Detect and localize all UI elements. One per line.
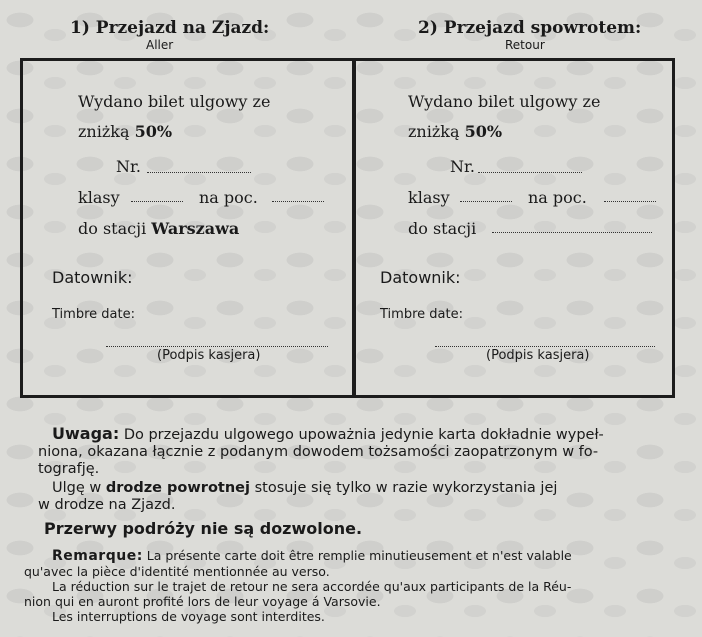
left-do-stacji-label: do stacji <box>78 219 147 238</box>
right-heading-sub: Retour <box>505 38 545 52</box>
left-nr-label: Nr. <box>116 157 141 176</box>
uwaga-label: Uwaga: <box>52 424 120 443</box>
ulge-text-2: w drodze na Zjazd. <box>38 497 176 513</box>
remarque-text-3: La réduction sur le trajet de retour ne sera accordée qu'aux participants de la Réu- <box>52 579 572 594</box>
left-nr-field[interactable] <box>147 172 251 173</box>
uwaga-text-3: tografję. <box>38 461 100 477</box>
left-do-stacji <box>78 219 239 238</box>
right-timbre: Timbre date: <box>380 307 463 322</box>
left-station: Warszawa <box>151 219 240 238</box>
right-klasy-label: klasy <box>408 188 450 207</box>
left-signature-line[interactable] <box>106 346 328 347</box>
left-percent: 50% <box>134 122 173 141</box>
left-signature-label: (Podpis kasjera) <box>157 348 261 363</box>
uwaga-line1 <box>52 425 604 444</box>
uwaga-text-2: niona, okazana łącznie z podanym dowodem tożsamości zaopatrzonym w fo- <box>38 444 599 460</box>
remarque-text-1: La présente carte doit être remplie minutieusement et n'est valable <box>142 548 572 563</box>
remarque-text-5: Les interruptions de voyage sont interdites. <box>52 609 325 624</box>
right-percent: 50% <box>464 122 503 141</box>
remarque-label: Remarque: <box>52 548 143 564</box>
left-heading: 1) Przejazd na Zjazd: <box>70 18 270 38</box>
left-na-poc-field[interactable] <box>272 201 324 202</box>
left-timbre: Timbre date: <box>52 307 135 322</box>
left-datownik: Datownik: <box>52 268 133 287</box>
remarque-text-2: qu'avec la pièce d'identité mentionnée au verso. <box>24 564 330 579</box>
right-signature-label: (Podpis kasjera) <box>486 348 590 363</box>
ulge-text-1b: stosuje się tylko w razie wykorzystania jej <box>249 480 558 496</box>
left-klasy-label: klasy <box>78 188 120 207</box>
left-line2 <box>78 122 172 141</box>
przerwy-notice: Przerwy podróży nie są dozwolone. <box>44 519 363 538</box>
remarque-line1 <box>52 549 572 563</box>
ulge-line1 <box>52 480 557 497</box>
left-znizka: zniżką <box>78 122 130 141</box>
right-signature-line[interactable] <box>435 346 655 347</box>
right-klasy-field[interactable] <box>460 201 512 202</box>
left-line1: Wydano bilet ulgowy ze <box>78 92 271 111</box>
right-znizka: zniżką <box>408 122 460 141</box>
right-nr-label: Nr. <box>450 157 475 176</box>
uwaga-text-1: Do przejazdu ulgowego upoważnia jedynie karta dokładnie wypeł- <box>119 427 604 443</box>
left-heading-sub: Aller <box>146 38 174 52</box>
right-station-field[interactable] <box>492 232 652 233</box>
left-klasy-field[interactable] <box>131 201 183 202</box>
right-line2 <box>408 122 502 141</box>
right-do-stacji-label: do stacji <box>408 219 477 238</box>
ulge-bold: drodze powrotnej <box>105 480 250 496</box>
right-datownik: Datownik: <box>380 268 461 287</box>
right-na-poc-label: na poc. <box>528 188 587 207</box>
right-nr-field[interactable] <box>478 172 582 173</box>
right-heading: 2) Przejazd spowrotem: <box>418 18 642 38</box>
right-line1: Wydano bilet ulgowy ze <box>408 92 601 111</box>
ulge-text-1a: Ulgę w <box>52 480 106 496</box>
remarque-text-4: nion qui en auront profité lors de leur voyage á Varsovie. <box>24 594 381 609</box>
right-na-poc-field[interactable] <box>604 201 656 202</box>
left-na-poc-label: na poc. <box>199 188 258 207</box>
